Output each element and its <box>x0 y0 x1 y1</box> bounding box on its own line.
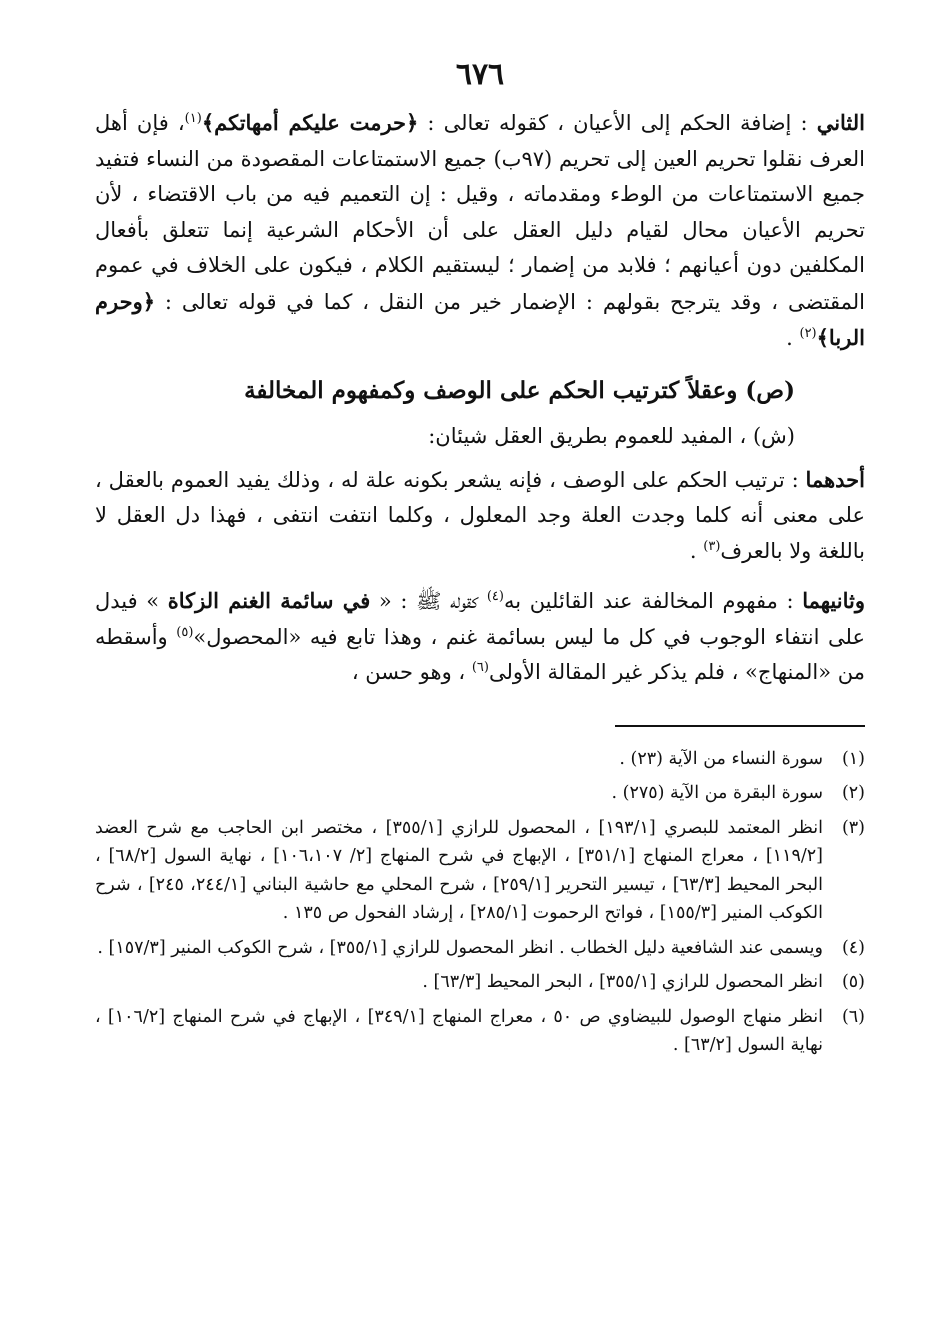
paragraph-text: » فيدل على انتفاء الوجوب في كل ما ليس بسائمة غنم ، وهذا تابع فيه «المحصول» <box>95 589 866 649</box>
footnote-text: انظر المحصول للرازي [٣٥٥/١] ، البحر المحيط [٦٣/٣] . <box>422 972 823 992</box>
paragraph-second <box>95 105 865 357</box>
quran-quote: ﴿حرمت عليكم أمهاتكم﴾ <box>201 110 419 135</box>
paragraph-first-thing <box>95 462 865 570</box>
footnote-item <box>95 779 865 808</box>
paragraph-text: وأسقطه من «المنهاج» ، فلم يذكر غير المقالة الأولى <box>95 624 865 684</box>
paragraph-text: ، فإن أهل العرف نقلوا تحريم العين إلى تحريم (٩٧ب) جميع الاستمتاعات المقصودة من النساء فتفيد جميع الاستمتاعات من الوطء ومقدماته ، وقيل : إن التعميم فيه من باب الاقتضاء ، لأن تحريم الأعيان محال لقيام دليل العقل على أن الأحكام الشرعية إنما تتعلق بأفعال المكلفين دون أعيانهم ؛ فلابد من إضمار ؛ ليستقيم الكلام ، فيكون على الخلاف في عموم المقتضى ، وقد يترجح بقولهم : الإضمار خير من النقل ، كما في قوله تعالى : <box>95 111 865 314</box>
footnote-ref[interactable]: (٦) <box>471 660 489 675</box>
section-subheading: (ش) ، المفيد للعموم بطريق العقل شيئان: <box>428 423 795 448</box>
paragraph-text: ، وهو حسن ، <box>351 660 472 684</box>
footnote-ref[interactable]: (٤) <box>486 589 504 604</box>
footnote-number: (١) <box>841 748 865 769</box>
footnote-ref[interactable]: (١) <box>184 111 202 126</box>
paragraph-text: : مفهوم المخالفة عند القائلين به <box>503 589 803 613</box>
footnote-text: سورة النساء من الآية (٢٣) . <box>619 748 823 769</box>
footnote-item <box>95 745 865 774</box>
footnote-text: انظر المعتمد للبصري [١٩٣/١] ، المحصول للرازي [٣٥٥/١] ، مختصر ابن الحاجب مع شرح العضد [١١٩/٢] ، معراج المنهاج [٣٥١/١] ، الإبهاج في شرح المنهاج [٢/ ١٠٦،١٠٧] ، نهاية السول [٦٨/٢] ، البحر المحيط [٦٣/٣] ، تيسير التحرير [٢٥٩/١] ، شرح المحلي مع حاشية البناني [٢٤٤/١، ٢٤٥] ، شرح الكوكب المنير [١٥٥/٣] ، فواتح الرحموت [٢٨٥/١] ، إرشاد الفحول ص ١٣٥ . <box>95 817 823 923</box>
footnote-number: (٢) <box>841 783 865 803</box>
paragraph-lead: الثاني <box>816 110 866 135</box>
paragraph-lead: أحدهما <box>805 466 865 492</box>
paragraph-text: : إضافة الحكم إلى الأعيان ، كقوله تعالى : <box>418 111 817 135</box>
footnote-number: (٤) <box>841 937 865 958</box>
footnote-item <box>95 814 865 928</box>
footnotes <box>95 745 865 1060</box>
page-number: ٦٧٦ <box>455 57 505 92</box>
footnote-text: سورة البقرة من الآية (٢٧٥) . <box>611 783 823 803</box>
footnote-number: (٦) <box>841 1006 865 1027</box>
paragraph-end: . <box>689 538 704 563</box>
page-body <box>95 55 865 1066</box>
footnote-ref[interactable]: (٢) <box>799 326 817 341</box>
footnote-item <box>95 1003 865 1060</box>
footnote-number: (٥) <box>841 972 865 992</box>
paragraph-second-thing <box>95 583 865 691</box>
paragraph-end: . <box>786 326 800 350</box>
paragraph-lead: وثانيهما <box>802 588 865 613</box>
paragraph-text: كقوله ﷺ : « <box>370 589 487 613</box>
footnote-item <box>95 934 865 963</box>
section-heading: (ص) وعقلاً كترتيب الحكم على الوصف وكمفهوم المخالفة <box>244 376 795 404</box>
quran-quote: ﴿وحرم الربا﴾ <box>95 288 865 350</box>
footnote-text: انظر منهاج الوصول للبيضاوي ص ٥٠ ، معراج المنهاج [٣٤٩/١] ، الإبهاج في شرح المنهاج [١٠٦/٢] ، نهاية السول [٦٣/٢] . <box>95 1006 823 1055</box>
footnote-item <box>95 968 865 997</box>
hadith-quote: في سائمة الغنم الزكاة <box>167 588 371 613</box>
footnote-text: ويسمى عند الشافعية دليل الخطاب . انظر المحصول للرازي [٣٥٥/١] ، شرح الكوكب المنير [١٥٧/٣] . <box>97 937 823 958</box>
footnote-number: (٣) <box>841 817 865 838</box>
footnote-ref[interactable]: (٣) <box>703 538 721 554</box>
footnote-divider <box>615 725 865 727</box>
footnote-ref[interactable]: (٥) <box>176 624 194 640</box>
paragraph-text: : ترتيب الحكم على الوصف ، فإنه يشعر بكونه علة له ، وذلك يفيد العموم بالعقل ، على معنى أنه كلما وجدت العلة وجد المعلول ، وكلما انتفت انتفى ، فهذا دل العقل لا باللغة ولا بالعرف <box>95 467 865 563</box>
